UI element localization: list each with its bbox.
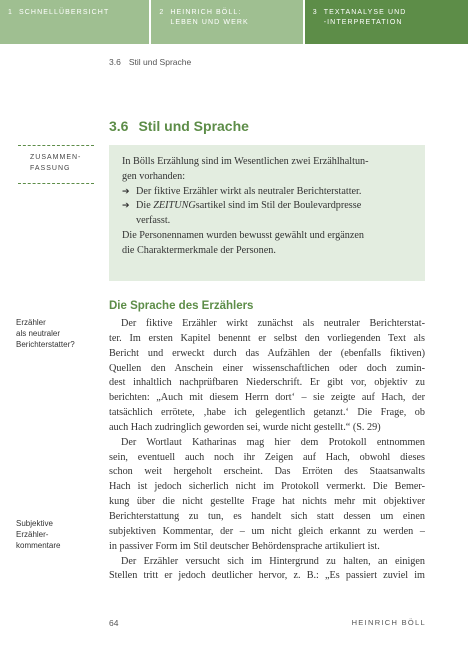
- body-line: schon weit hergeholt erscheint. Das Erröten des Staatsanwalts: [109, 466, 425, 478]
- tab-number: 1: [8, 9, 13, 16]
- tab-number: 2: [159, 9, 165, 16]
- tab-label: SCHNELLÜBERSICHT: [19, 9, 110, 16]
- body-line: sein, eventuell auch noch ihr Zeigen auf Hach, obwohl dieses: [109, 451, 425, 463]
- body-line: in passiver Form im Stil deutscher Behördensprache artikuliert ist.: [109, 540, 380, 552]
- summary-intro: [122, 155, 415, 185]
- margin-note-berichterstatter: [16, 317, 96, 350]
- margin-note-line: kommentare: [16, 541, 61, 550]
- tab-textanalyse[interactable]: [305, 0, 468, 44]
- body-text: [109, 317, 425, 584]
- body-line: auch Hach zudringlich geworden sei, wurde nicht gestellt.“ (S. 29): [109, 421, 381, 433]
- summary-bullet-text: Der fiktive Erzähler wirkt als neutraler Berichterstatter.: [136, 185, 362, 197]
- summary-heading-line2: FASSUNG: [30, 165, 71, 172]
- body-line: berichten: „Auch mit diesem Herrn dort‘ – sie zeigte auf Hach, der: [109, 392, 425, 404]
- body-line: Berichterstattung zu tun, es handelt sich statt dessen um einen: [109, 510, 425, 522]
- body-line: ter. Im ersten Kapitel benennt er selbst den vorliegenden Text als: [109, 332, 425, 344]
- body-line: Stellen tritt er jedoch deutlicher hervor, z. B.: „Es passiert zuviel im: [109, 570, 425, 582]
- subheading: Die Sprache des Erzählers: [109, 300, 254, 312]
- tab-schnelluebersicht[interactable]: [0, 0, 149, 44]
- body-line: Hach ist jedoch sicherlich nicht im Protokoll vermerkt. Die Bemer-: [109, 481, 425, 493]
- running-head: [109, 57, 191, 67]
- footer-author: HEINRICH BÖLL: [351, 618, 426, 627]
- section-title: [109, 118, 249, 134]
- sidebar-divider-bottom: [18, 183, 94, 184]
- summary-outro: [122, 229, 415, 259]
- section-number: 3.6: [109, 118, 129, 134]
- summary-bullet: [122, 185, 415, 200]
- summary-outro-line1: Die Personennamen wurden bewusst gewählt und ergänzen: [122, 229, 364, 241]
- chapter-tabs: [0, 0, 468, 44]
- tab-label: HEINRICH BÖLL:: [170, 9, 242, 16]
- body-line: Der fiktive Erzähler wirkt zunächst als neutraler Berichterstat-: [121, 318, 425, 329]
- section-title-text: Stil und Sprache: [138, 118, 249, 134]
- margin-note-line: Berichterstatter?: [16, 340, 75, 349]
- body-line: Bericht und erweckt durch das Aufzählen der (ebenfalls fiktiven): [109, 347, 425, 359]
- sidebar-divider-top: [18, 145, 94, 146]
- tab-leben-und-werk[interactable]: [151, 0, 302, 44]
- summary-intro-line2: gen vorhanden:: [122, 170, 186, 182]
- summary-outro-line2: die Charaktermerkmale der Personen.: [122, 244, 276, 256]
- body-line: Der Erzähler versucht sich im Hintergrund zu halten, an einigen: [121, 555, 425, 567]
- arrow-right-icon: ➔: [122, 186, 130, 197]
- summary-bullet: [122, 199, 415, 214]
- summary-box: [109, 145, 425, 281]
- body-line: subjektiven Kommentar, der – um nicht gleich erkannt zu werden –: [109, 525, 425, 537]
- margin-note-kommentare: [16, 518, 96, 551]
- summary-bullet-suffix: sartikel sind im Stil der Boulevardpresse: [195, 200, 362, 212]
- body-line: tatsächlich errötete, ‚habe ich gelegentlich getanzt.‘ Die Frage, ob: [109, 407, 425, 419]
- summary-bullet-italic: ZEITUNG: [153, 200, 196, 212]
- summary-heading-line1: ZUSAMMEN-: [30, 154, 82, 161]
- margin-note-line: Erzähler-: [16, 530, 49, 539]
- summary-list: [122, 185, 415, 215]
- body-line: kung über die nicht gestellte Frage hat nichts mehr mit objektiver: [109, 496, 425, 508]
- tab-label: TEXTANALYSE UND: [323, 9, 407, 16]
- summary-bullet-prefix: Die: [136, 200, 154, 212]
- tab-number: 3: [312, 9, 318, 16]
- summary-intro-line1: In Bölls Erzählung sind im Wesentlichen zwei Erzählhaltun-: [122, 156, 369, 167]
- arrow-right-icon: ➔: [122, 201, 130, 212]
- body-line: Der Wortlaut Katharinas mag hier dem Protokoll entnommen: [121, 436, 425, 448]
- tab-label-line2: -INTERPRETATION: [323, 19, 403, 26]
- body-line: Quellen den Anschein einer wissenschaftlichen oder doch zumin-: [109, 362, 425, 374]
- summary-bullet-continuation: verfasst.: [136, 215, 171, 227]
- margin-note-line: als neutraler: [16, 329, 61, 338]
- tab-label-line2: LEBEN UND WERK: [170, 19, 249, 26]
- running-head-title: Stil und Sprache: [128, 57, 192, 67]
- running-head-number: 3.6: [109, 57, 121, 67]
- margin-note-line: Subjektive: [16, 519, 53, 528]
- summary-sidebar-heading: [30, 152, 90, 174]
- margin-note-line: Erzähler: [16, 318, 46, 327]
- body-line: dest inhaltlich nachprüfbaren Niederschrift. Er gibt vor, objektiv zu: [109, 377, 425, 389]
- page-number: 64: [109, 618, 119, 628]
